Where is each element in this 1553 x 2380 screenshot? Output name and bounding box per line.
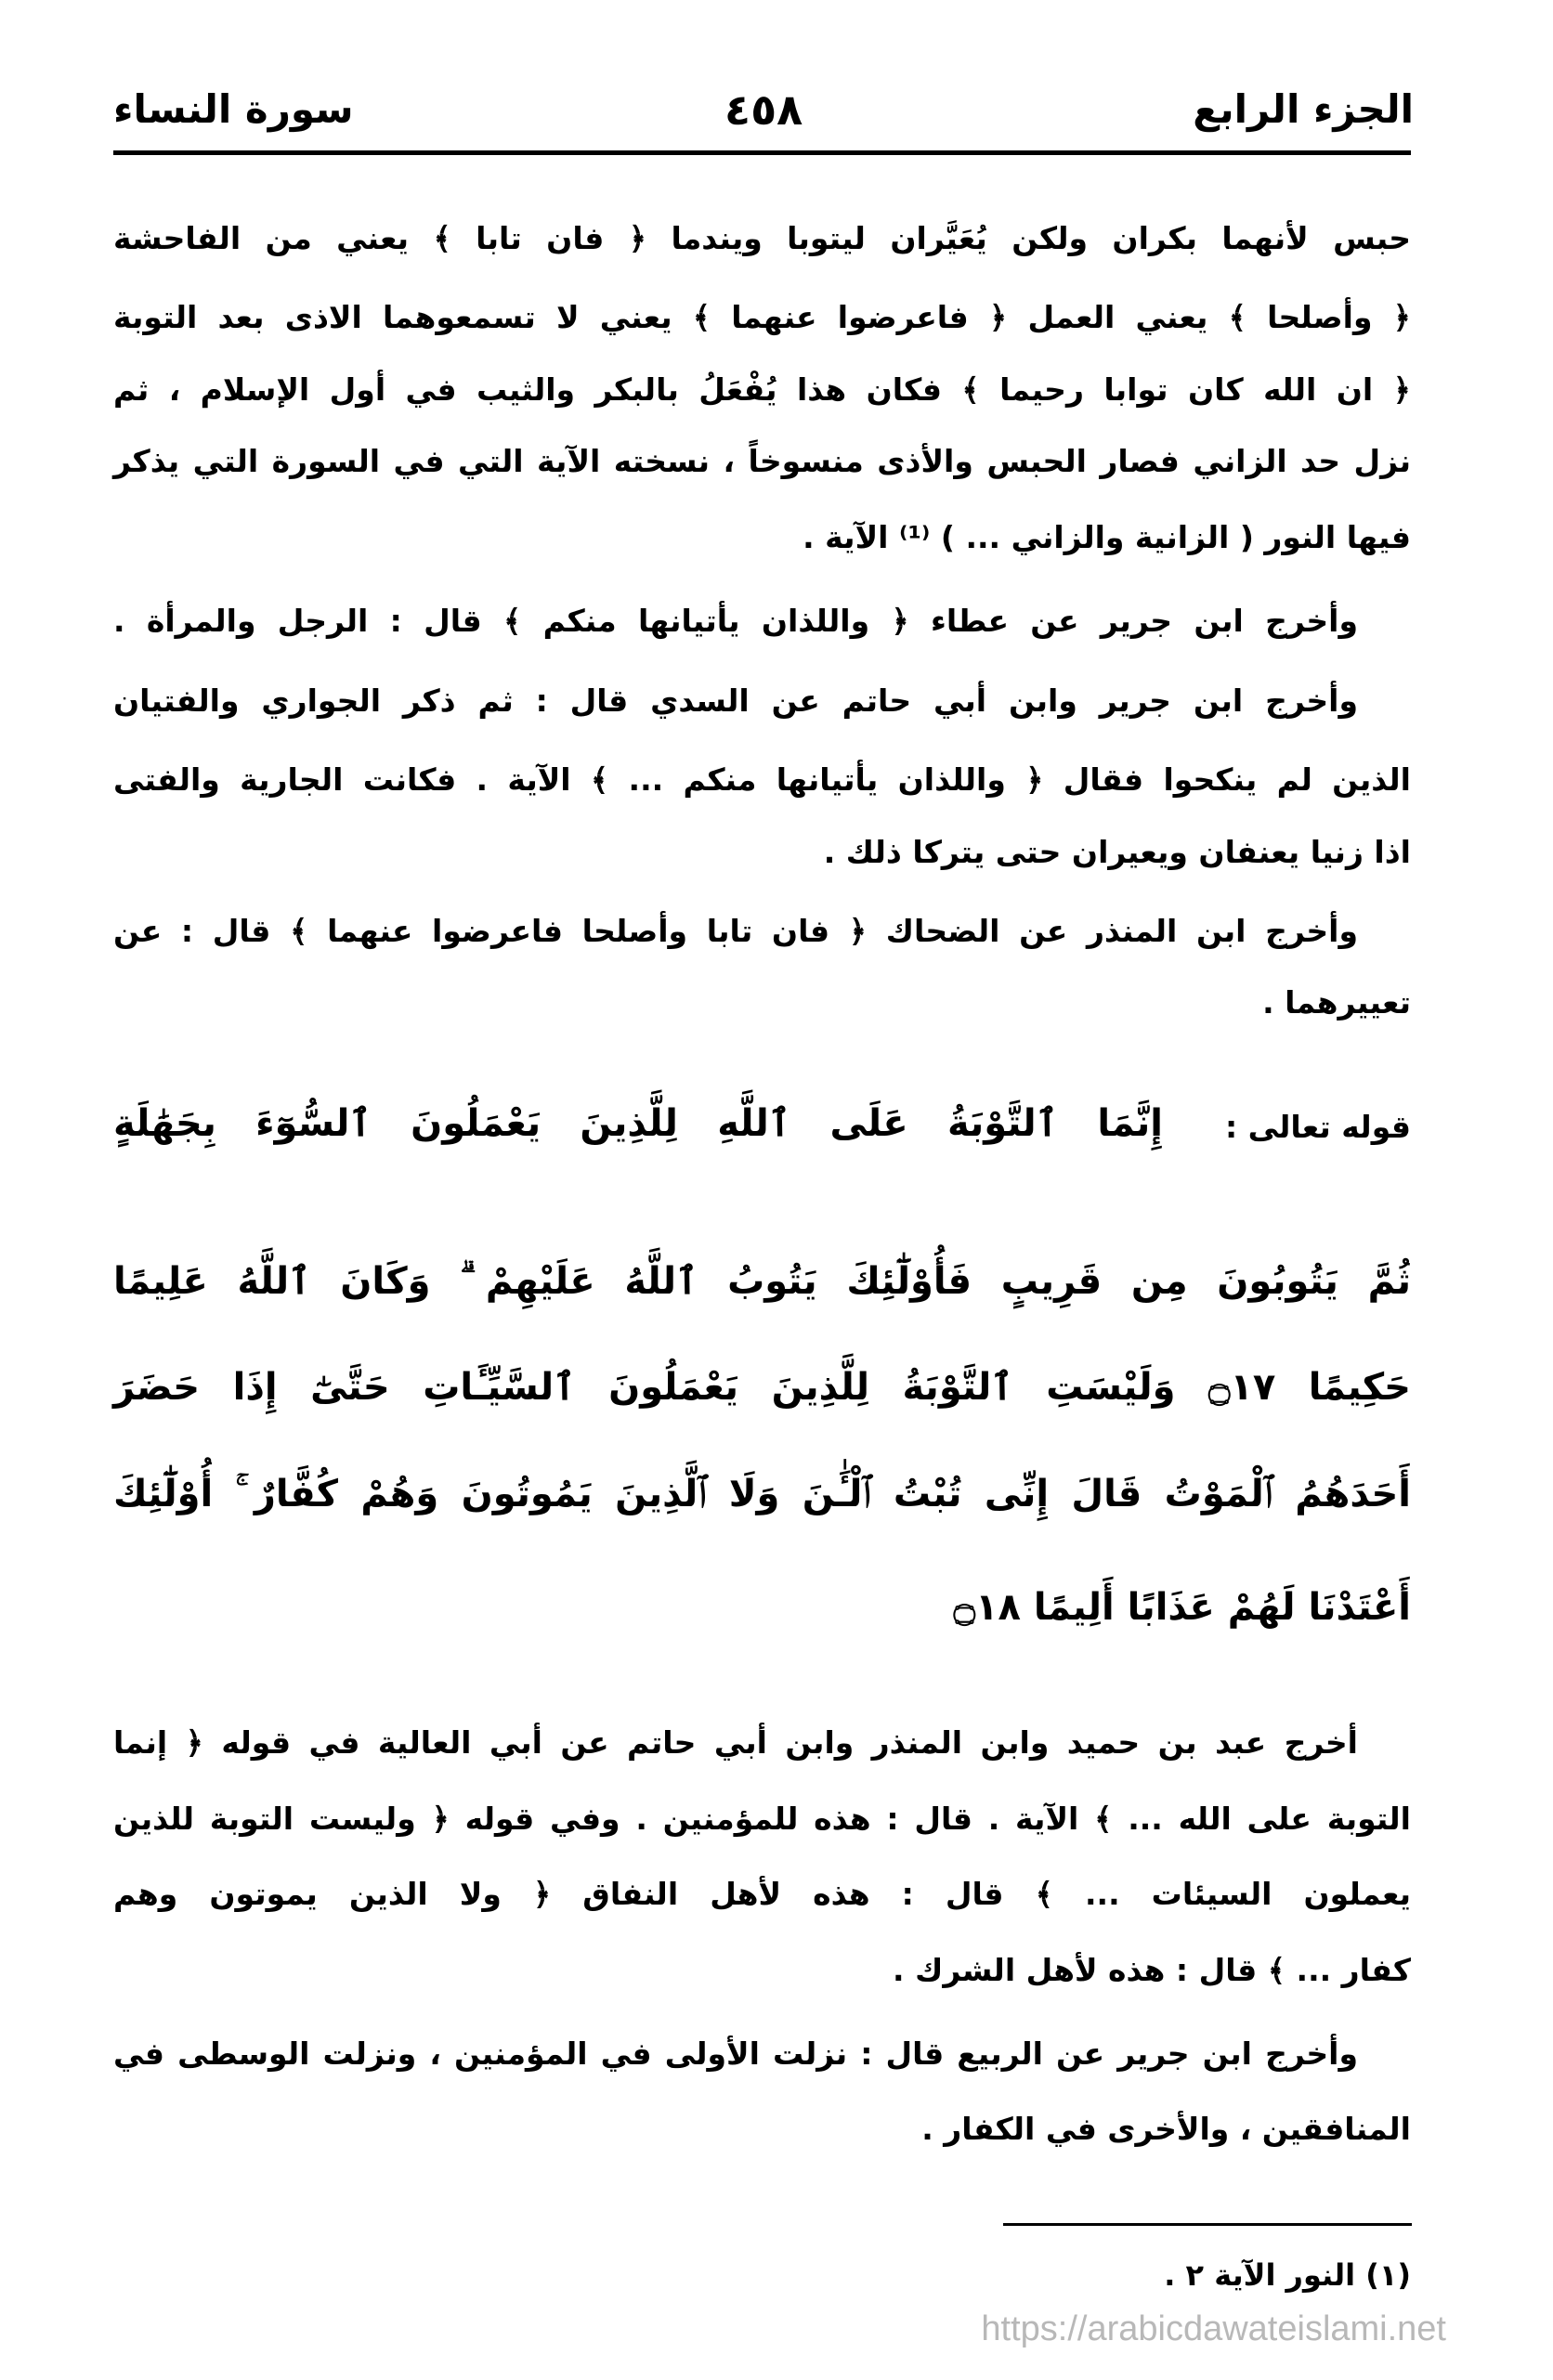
footnote: (١) النور الآية ٢ . bbox=[1164, 2257, 1411, 2293]
verse-line: إِنَّمَا ٱلتَّوْبَةُ عَلَى ٱللَّهِ لِلَّذِينَ يَعْمَلُونَ ٱلسُّوٓءَ بِجَهَٰلَةٍ bbox=[113, 1102, 1163, 1145]
text-line: يعملون السيئات ... ﴾ قال : هذه لأهل النفاق ﴿ ولا الذين يموتون وهم bbox=[113, 1876, 1411, 1912]
text-line: أخرج عبد بن حميد وابن المنذر وابن أبي حاتم عن أبي العالية في قوله ﴿ إنما bbox=[113, 1724, 1358, 1761]
text-line: حبس لأنهما بكران ولكن يُعَيَّران ليتوبا ويندما ﴿ فان تابا ﴾ يعني من الفاحشة bbox=[113, 220, 1411, 256]
text-line: نزل حد الزاني فصار الحبس والأذى منسوخاً ، نسخته الآية التي في السورة التي يذكر bbox=[113, 443, 1411, 479]
text-line: وأخرج ابن جرير وابن أبي حاتم عن السدي قال : ثم ذكر الجواري والفتيان bbox=[113, 683, 1358, 719]
verse-line: أَحَدَهُمُ ٱلْمَوْتُ قَالَ إِنِّى تُبْتُ ٱلْـَٰٔنَ وَلَا ٱلَّذِينَ يَمُوتُونَ وَهُمْ كُفَّارٌ ۚ أُوْلَٰٓئِكَ bbox=[113, 1473, 1411, 1515]
text-line: تعييرهما . bbox=[1262, 984, 1411, 1021]
header-rule bbox=[113, 150, 1411, 155]
surah-title: سورة النساء bbox=[113, 86, 354, 132]
verse-line: أَعْتَدْنَا لَهُمْ عَذَابًا أَلِيمًا ۝١٨ bbox=[953, 1586, 1411, 1629]
text-line: المنافقين ، والأخرى في الكفار . bbox=[921, 2111, 1411, 2147]
text-line: وأخرج ابن جرير عن عطاء ﴿ واللذان يأتيانها منكم ﴾ قال : الرجل والمرأة . bbox=[113, 603, 1358, 639]
text-line: كفار ... ﴾ قال : هذه لأهل الشرك . bbox=[893, 1952, 1411, 1988]
text-line: ﴿ وأصلحا ﴾ يعني العمل ﴿ فاعرضوا عنهما ﴾ يعني لا تسمعوهما الاذى بعد التوبة bbox=[113, 299, 1411, 335]
text-line: التوبة على الله ... ﴾ الآية . قال : هذه للمؤمنين . وفي قوله ﴿ وليست التوبة للذين bbox=[113, 1801, 1411, 1837]
verse-line: حَكِيمًا ۝١٧ وَلَيْسَتِ ٱلتَّوْبَةُ لِلَّذِينَ يَعْمَلُونَ ٱلسَّيِّـَٔاتِ حَتَّىٰٓ إِذَا حَضَرَ bbox=[113, 1366, 1411, 1409]
verse-label: قوله تعالى : bbox=[1224, 1109, 1411, 1145]
footnote-rule bbox=[1003, 2223, 1412, 2226]
text-line: الذين لم ينكحوا فقال ﴿ واللذان يأتيانها منكم ... ﴾ الآية . فكانت الجارية والفتى bbox=[113, 761, 1411, 798]
text-line: وأخرج ابن المنذر عن الضحاك ﴿ فان تابا وأصلحا فاعرضوا عنهما ﴾ قال : عن bbox=[113, 913, 1358, 949]
part-title: الجزء الرابع bbox=[1193, 86, 1414, 132]
text-line: فيها النور ( الزانية والزاني ... ) ⁽¹⁾ الآية . bbox=[803, 519, 1411, 555]
text-line: اذا زنيا يعنفان ويعيران حتى يتركا ذلك . bbox=[823, 834, 1411, 870]
watermark: https://arabicdawateislami.net bbox=[981, 2309, 1446, 2348]
page-number: ٤٥٨ bbox=[724, 85, 803, 135]
text-line: ﴿ ان الله كان توابا رحيما ﴾ فكان هذا يُفْعَلُ بالبكر والثيب في أول الإسلام ، ثم bbox=[113, 371, 1411, 408]
text-line: وأخرج ابن جرير عن الربيع قال : نزلت الأولى في المؤمنين ، ونزلت الوسطى في bbox=[113, 2035, 1358, 2072]
verse-line: ثُمَّ يَتُوبُونَ مِن قَرِيبٍ فَأُوْلَٰٓئِكَ يَتُوبُ ٱللَّهُ عَلَيْهِمْ ۗ وَكَانَ ٱللَّهُ عَلِيمًا bbox=[113, 1260, 1411, 1303]
